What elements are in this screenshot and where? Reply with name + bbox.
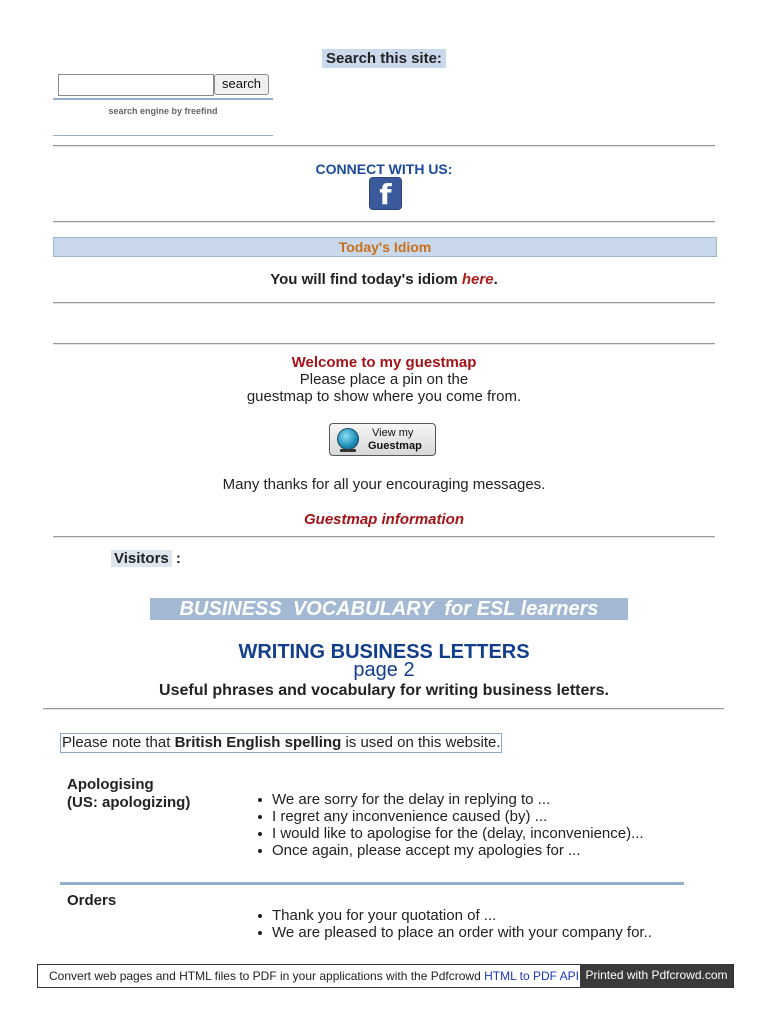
list-item: Once again, please accept my apologies for ...: [255, 842, 644, 859]
view-guestmap-button[interactable]: [329, 423, 436, 456]
guestmap-line-1: Please place a pin on the: [299, 371, 469, 388]
divider: [53, 221, 715, 223]
section-heading-apologising: Apologising: [67, 776, 154, 793]
business-vocabulary-banner: BUSINESS VOCABULARY for ESL learners: [150, 598, 628, 620]
spelling-note: Please note that British English spelling is used on this website.: [62, 734, 501, 751]
page-title: WRITING BUSINESS LETTERS: [238, 641, 530, 663]
divider: [53, 536, 715, 538]
orders-list: [255, 907, 652, 941]
guestmap-button-line-1: View my: [372, 427, 414, 439]
divider: [43, 708, 724, 710]
footer-text: Convert web pages and HTML files to PDF in your applications with the Pdfcrowd HTML to PDF API: [49, 969, 580, 983]
guestmap-line-2: guestmap to show where you come from.: [246, 388, 522, 405]
list-item: We are pleased to place an order with your company for..: [255, 924, 652, 941]
page-subtitle: Useful phrases and vocabulary for writing business letters.: [159, 682, 609, 699]
divider: [53, 302, 715, 304]
printed-with-pdfcrowd[interactable]: Printed with Pdfcrowd.com: [580, 964, 733, 988]
guestmap-info-link[interactable]: Guestmap information: [303, 511, 464, 528]
search-heading: Search this site:: [0, 50, 768, 67]
list-item: Thank you for your quotation of ...: [255, 907, 652, 924]
search-divider-bottom: [53, 135, 273, 136]
section-separator: [60, 882, 684, 885]
globe-icon: [337, 428, 359, 450]
connect-heading: CONNECT WITH US:: [315, 161, 453, 177]
apologising-list: [255, 791, 644, 859]
section-heading-note: (US: apologizing): [67, 794, 191, 811]
list-item: We are sorry for the delay in replying to ...: [255, 791, 644, 808]
visitors-label: Visitors :: [111, 550, 181, 567]
idiom-text: You will find today's idiom here.: [270, 271, 498, 288]
globe-stand: [340, 449, 356, 452]
page-number: page 2: [353, 659, 415, 681]
idiom-heading: Today's Idiom: [53, 237, 717, 257]
guestmap-welcome: Welcome to my guestmap: [291, 354, 477, 371]
search-button[interactable]: search: [214, 74, 269, 95]
guestmap-thanks: Many thanks for all your encouraging messages.: [222, 476, 546, 493]
search-engine-credit[interactable]: search engine by freefind: [108, 106, 218, 116]
pdfcrowd-footer: [37, 964, 734, 988]
idiom-here-link[interactable]: here: [461, 271, 494, 288]
divider: [53, 343, 715, 345]
search-input[interactable]: [58, 74, 214, 96]
search-divider-top: [53, 98, 273, 100]
section-heading-orders: Orders: [67, 892, 117, 909]
guestmap-button-line-2: Guestmap: [368, 440, 422, 452]
list-item: I regret any inconvenience caused (by) ...: [255, 808, 644, 825]
html-to-pdf-api-link[interactable]: HTML to PDF API: [484, 969, 580, 983]
list-item: I would like to apologise for the (delay, inconvenience)...: [255, 825, 644, 842]
divider: [53, 145, 715, 147]
facebook-icon[interactable]: f: [369, 177, 402, 210]
